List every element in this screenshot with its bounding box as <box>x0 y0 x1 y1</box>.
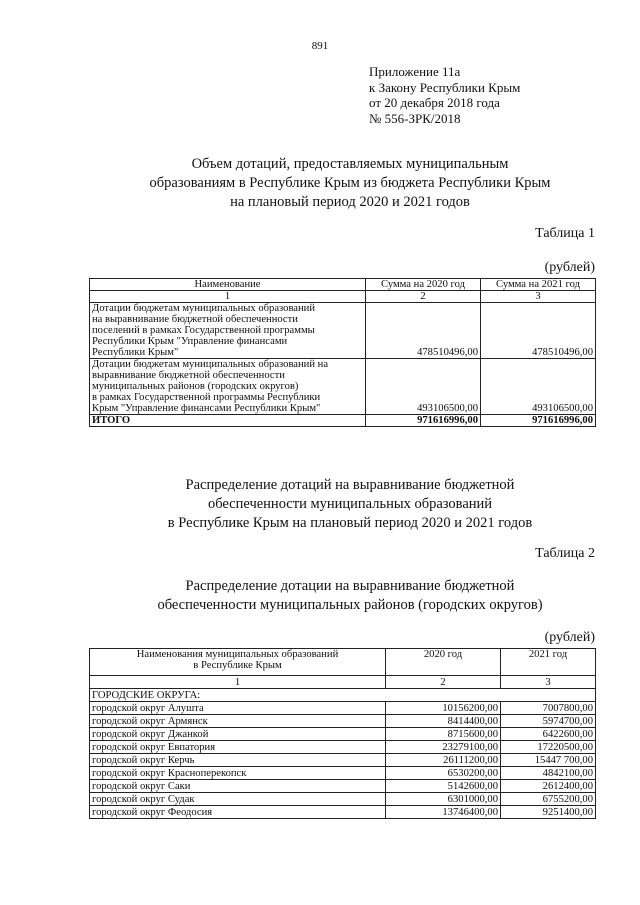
value-2020: 8414400,00 <box>386 715 501 728</box>
table2-unit: (рублей) <box>544 630 595 645</box>
subsection-title <box>60 577 640 615</box>
header-cell: 2020 год <box>386 649 501 676</box>
header-cell: Сумма на 2021 год <box>481 279 596 291</box>
appendix-line: Приложение 11а <box>369 64 461 79</box>
header-cell: Наименование <box>90 279 366 291</box>
table-row <box>90 806 596 819</box>
colnum-cell: 2 <box>366 291 481 303</box>
row-name-cell <box>90 359 366 415</box>
value-2021: 5974700,00 <box>501 715 596 728</box>
value-2021: 17220500,00 <box>501 741 596 754</box>
title-line: обеспеченности муниципальных образований <box>207 496 493 512</box>
row-name: городской округ Феодосия <box>90 806 386 819</box>
value-2021: 4842100,00 <box>501 767 596 780</box>
name-line: на выравнивание бюджетной обеспеченности <box>92 314 298 325</box>
table-row <box>90 359 596 415</box>
title-line: в Республике Крым на плановый период 2020 и 2021 годов <box>167 515 533 531</box>
row-name: городской округ Красноперекопск <box>90 767 386 780</box>
row-name-cell <box>90 303 366 359</box>
colnum-cell: 1 <box>90 676 386 689</box>
value-2021: 9251400,00 <box>501 806 596 819</box>
table-total-row <box>90 415 596 427</box>
header-line: Наименования муниципальных образований <box>136 649 339 660</box>
colnum-cell: 2 <box>386 676 501 689</box>
title-line: Распределение дотации на выравнивание бюджетной <box>185 578 515 594</box>
row-name: городской округ Армянск <box>90 715 386 728</box>
value-2020: 6530200,00 <box>386 767 501 780</box>
table-colnum-row <box>90 291 596 303</box>
title-line: Объем дотаций, предоставляемых муниципальным <box>191 156 509 172</box>
value-2021: 15447 700,00 <box>501 754 596 767</box>
table1-label: Таблица 1 <box>535 226 595 241</box>
header-cell: 2021 год <box>501 649 596 676</box>
row-name: городской округ Керчь <box>90 754 386 767</box>
row-name: городской округ Судак <box>90 793 386 806</box>
total-label: ИТОГО <box>90 415 366 427</box>
table-row <box>90 702 596 715</box>
value-2020: 10156200,00 <box>386 702 501 715</box>
name-line: Республики Крым" <box>92 347 179 358</box>
name-line: Дотации бюджетам муниципальных образований <box>92 303 316 314</box>
title-line: Распределение дотаций на выравнивание бюджетной <box>185 477 515 493</box>
table-section-row <box>90 689 596 702</box>
name-line: Крым "Управление финансами Республики Крым" <box>92 403 321 414</box>
value-2020: 5142600,00 <box>386 780 501 793</box>
colnum-cell: 1 <box>90 291 366 303</box>
section-label: ГОРОДСКИЕ ОКРУГА: <box>90 689 596 702</box>
total-2020: 971616996,00 <box>366 415 481 427</box>
table1 <box>89 278 596 427</box>
value-2021: 6755200,00 <box>501 793 596 806</box>
value-2020: 23279100,00 <box>386 741 501 754</box>
total-2021: 971616996,00 <box>481 415 596 427</box>
row-name: городской округ Евпатория <box>90 741 386 754</box>
section-title <box>60 476 640 533</box>
header-cell <box>90 649 386 676</box>
value-2020: 493106500,00 <box>366 359 481 415</box>
colnum-cell: 3 <box>501 676 596 689</box>
title-line: на плановый период 2020 и 2021 годов <box>230 194 470 210</box>
appendix-line: от 20 декабря 2018 года <box>369 95 500 110</box>
appendix-reference <box>369 64 520 126</box>
page-number: 891 <box>311 40 329 52</box>
value-2021: 2612400,00 <box>501 780 596 793</box>
table-row <box>90 767 596 780</box>
table-row <box>90 741 596 754</box>
table-header-row <box>90 649 596 676</box>
table1-unit: (рублей) <box>544 260 595 275</box>
name-line: Дотации бюджетам муниципальных образований на <box>92 359 329 370</box>
table-row <box>90 728 596 741</box>
value-2021: 6422600,00 <box>501 728 596 741</box>
name-line: в рамках Государственной программы Республики <box>92 392 321 403</box>
title-line: образованиям в Республике Крым из бюджета Республики Крым <box>149 175 551 191</box>
value-2020: 478510496,00 <box>366 303 481 359</box>
value-2021: 7007800,00 <box>501 702 596 715</box>
document-title <box>60 155 640 212</box>
table-row <box>90 780 596 793</box>
table2 <box>89 648 596 819</box>
name-line: муниципальных районов (городских округов) <box>92 381 299 392</box>
row-name: городской округ Саки <box>90 780 386 793</box>
value-2020: 6301000,00 <box>386 793 501 806</box>
colnum-cell: 3 <box>481 291 596 303</box>
table2-label: Таблица 2 <box>535 546 595 561</box>
name-line: поселений в рамках Государственной программы <box>92 325 315 336</box>
header-line: в Республике Крым <box>193 660 282 671</box>
table-colnum-row <box>90 676 596 689</box>
title-line: обеспеченности муниципальных районов (городских округов) <box>157 597 543 613</box>
table-row <box>90 754 596 767</box>
table-row <box>90 715 596 728</box>
value-2021: 478510496,00 <box>481 303 596 359</box>
value-2020: 26111200,00 <box>386 754 501 767</box>
table-row <box>90 793 596 806</box>
table-header-row <box>90 279 596 291</box>
value-2021: 493106500,00 <box>481 359 596 415</box>
row-name: городской округ Джанкой <box>90 728 386 741</box>
name-line: выравнивание бюджетной обеспеченности <box>92 370 285 381</box>
value-2020: 13746400,00 <box>386 806 501 819</box>
header-cell: Сумма на 2020 год <box>366 279 481 291</box>
name-line: Республики Крым "Управление финансами <box>92 336 288 347</box>
appendix-line: к Закону Республики Крым <box>369 79 521 95</box>
value-2020: 8715600,00 <box>386 728 501 741</box>
table-row <box>90 303 596 359</box>
row-name: городской округ Алушта <box>90 702 386 715</box>
appendix-line: № 556-ЗРК/2018 <box>369 110 461 126</box>
